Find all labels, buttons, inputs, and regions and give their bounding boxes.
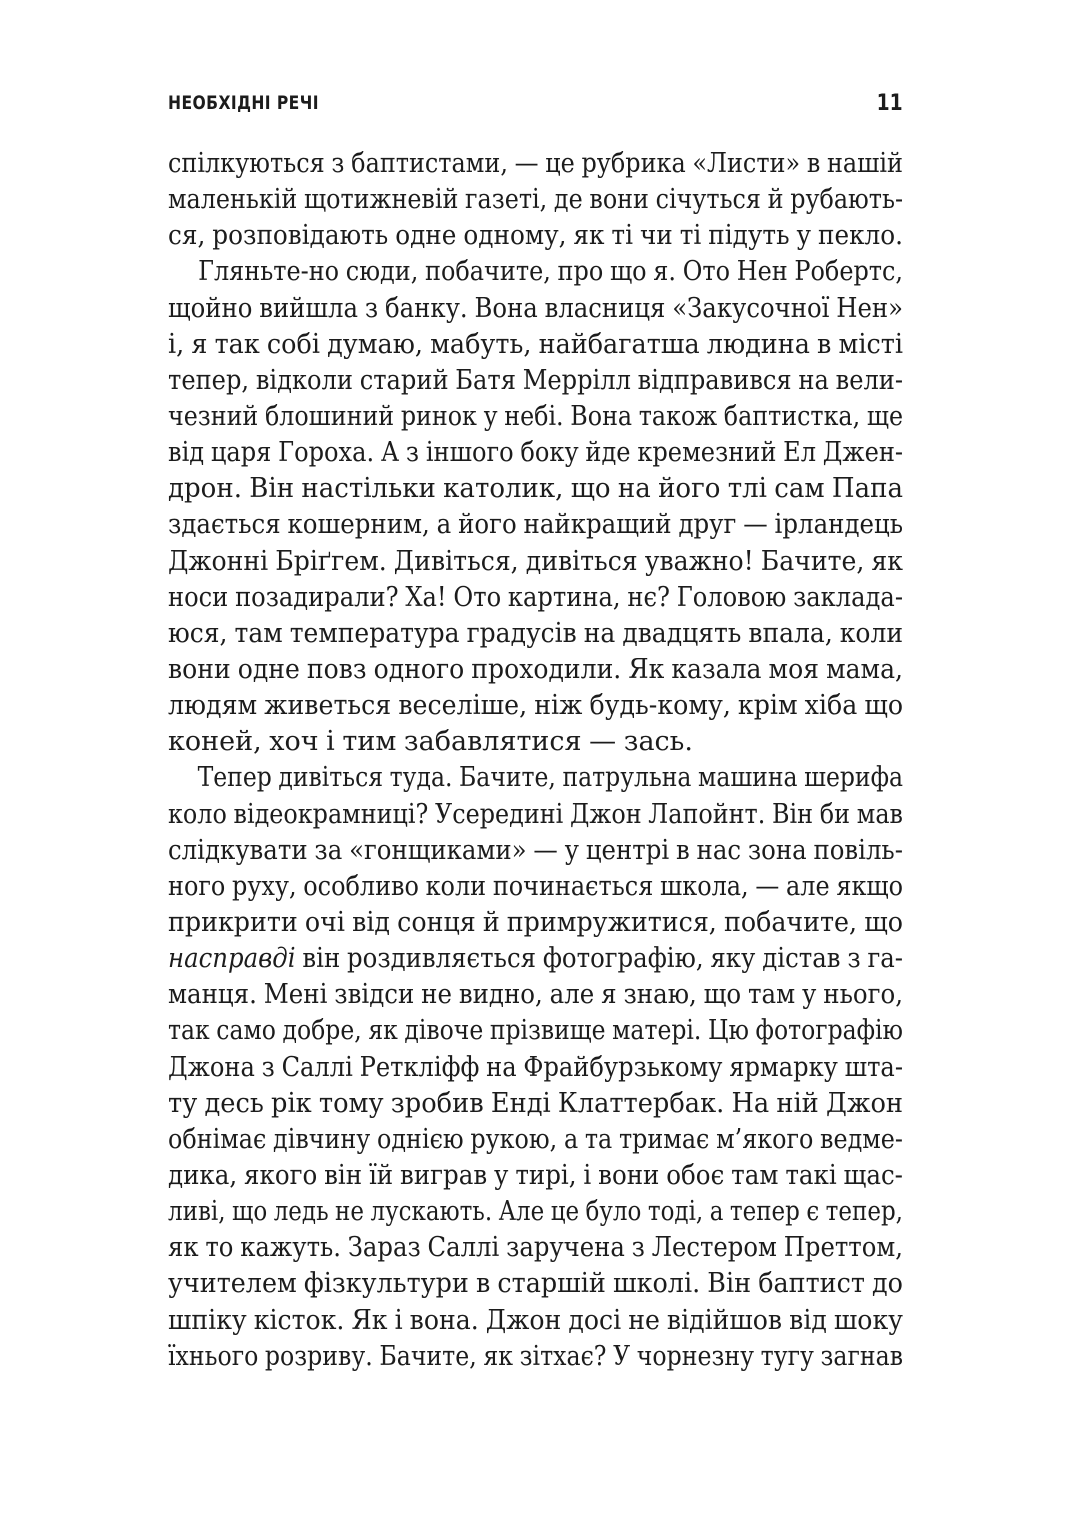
- emphasis: насправді: [168, 943, 296, 975]
- text-line: [168, 254, 903, 290]
- text-line: [168, 507, 903, 543]
- text-line-content: прикрити очі від сонця й примружитися, побачите, що: [168, 906, 904, 938]
- text-line-content: учителем фізкультури в старшій школі. Він баптист до: [168, 1268, 903, 1300]
- text-line: [168, 1266, 903, 1302]
- text-line-content: коней, хоч і тим забавлятися — зась.: [168, 726, 693, 758]
- text-line: [168, 218, 903, 254]
- text-line-content: ного руху, особливо коли починається школа, — але якщо: [168, 870, 904, 902]
- text-line-content: носи позадирали? Ха! Ото картина, нє? Головою заклада-: [168, 581, 903, 613]
- text-line-content: і, я так собі думаю, мабуть, найбагатша людина в місті: [168, 328, 903, 360]
- text-line-content: Джона з Саллі Реткліфф на Фрайбурзькому ярмарку шта-: [168, 1051, 903, 1083]
- text-line: [168, 833, 903, 869]
- body-text: [168, 146, 903, 1375]
- text-line: [168, 724, 903, 760]
- text-line-content: Джонні Бріґгем. Дивіться, дивіться уважно! Бачите, як: [168, 545, 903, 577]
- text-line-content: маленькій щотижневій газеті, де вони січуться й рубають-: [168, 184, 903, 216]
- text-line-content: від царя Гороха. А з іншого боку йде кремезний Ел Джен-: [168, 437, 904, 469]
- text-line: [168, 1158, 903, 1194]
- text-line: [168, 1122, 903, 1158]
- text-line: [168, 399, 903, 435]
- text-line: [168, 1339, 903, 1375]
- text-line-content: ливі, що ледь не лускають. Але це було тоді, а тепер є тепер,: [168, 1196, 903, 1228]
- text-run: він роздивляється фотографію, яку дістав з га-: [295, 943, 904, 975]
- text-line-content: [168, 941, 903, 977]
- text-line-content: щойно вийшла з банку. Вона власниця «Закусочної Нен»: [168, 292, 904, 324]
- text-line: [168, 1303, 903, 1339]
- text-line-content: слідкувати за «гонщиками» — у центрі в нас зона повіль-: [168, 834, 903, 866]
- text-line-content: тепер, відколи старий Батя Меррілл відправився на вели-: [168, 364, 904, 396]
- text-line: [168, 471, 903, 507]
- text-line-content: юся, там температура градусів на двадцять впала, коли: [168, 617, 903, 649]
- text-line: [168, 905, 903, 941]
- text-line: [168, 182, 903, 218]
- text-line: [168, 688, 903, 724]
- text-line-content: як то кажуть. Зараз Саллі заручена з Лестером Преттом,: [168, 1232, 903, 1264]
- page-number: 11: [876, 90, 903, 116]
- text-line-content: шпіку кісток. Як і вона. Джон досі не відійшов від шоку: [168, 1304, 903, 1336]
- text-line: [168, 760, 903, 796]
- text-line: [168, 616, 903, 652]
- text-line-content: манця. Мені звідси не видно, але я знаю, що там у нього,: [168, 979, 903, 1011]
- text-line-content: обнімає дівчину однією рукою, а та тримає м’якого ведме-: [168, 1123, 903, 1155]
- text-line: [168, 363, 903, 399]
- text-line: [168, 146, 903, 182]
- text-line: [168, 291, 903, 327]
- text-line-content: вони одне повз одного проходили. Як казала моя мама,: [168, 653, 904, 685]
- text-line-content: Гляньте-но сюди, побачите, про що я. Ото Нен Робертс,: [198, 256, 904, 288]
- text-line-content: Тепер дивіться туда. Бачите, патрульна машина шерифа: [197, 762, 903, 794]
- text-line: [168, 869, 903, 905]
- text-line-content: ту десь рік тому зробив Енді Клаттербак. На ній Джон: [168, 1087, 904, 1119]
- running-header: [168, 88, 903, 118]
- text-line: [168, 327, 903, 363]
- text-line-content: чезний блошиний ринок у небі. Вона також баптистка, ще: [168, 400, 904, 432]
- text-line: [168, 652, 903, 688]
- text-line: [168, 435, 903, 471]
- text-line-content: ся, розповідають одне одному, як ті чи ті підуть у пекло.: [168, 220, 903, 252]
- text-line-content: здається кошерним, а його найкращий друг — ірландець: [168, 509, 904, 541]
- text-line: [168, 941, 903, 977]
- text-line: [168, 1050, 903, 1086]
- text-line-content: дрон. Він настільки католик, що на його тлі сам Папа: [168, 473, 904, 505]
- text-line-content: так само добре, як дівоче прізвище матері. Цю фотографію: [168, 1015, 904, 1047]
- text-line: [168, 544, 903, 580]
- text-line-content: спілкуються з баптистами, — це рубрика «Листи» в нашій: [168, 148, 903, 179]
- text-line: [168, 1194, 903, 1230]
- text-line-content: дика, якого він їй виграв у тирі, і вони обоє там такі щас-: [168, 1159, 903, 1191]
- text-line-content: людям живеться веселіше, ніж будь-кому, крім хіба що: [168, 690, 904, 722]
- text-line: [168, 977, 903, 1013]
- text-line: [168, 580, 903, 616]
- text-line: [168, 1013, 903, 1049]
- text-line-content: коло відеокрамниці? Усередині Джон Лапойнт. Він би мав: [168, 798, 903, 830]
- text-line: [168, 1230, 903, 1266]
- section-title: НЕОБХІДНІ РЕЧІ: [168, 92, 319, 114]
- text-line: [168, 1086, 903, 1122]
- text-line: [168, 797, 903, 833]
- text-line-content: їхнього розриву. Бачите, як зітхає? У чорнезну тугу загнав: [168, 1340, 904, 1372]
